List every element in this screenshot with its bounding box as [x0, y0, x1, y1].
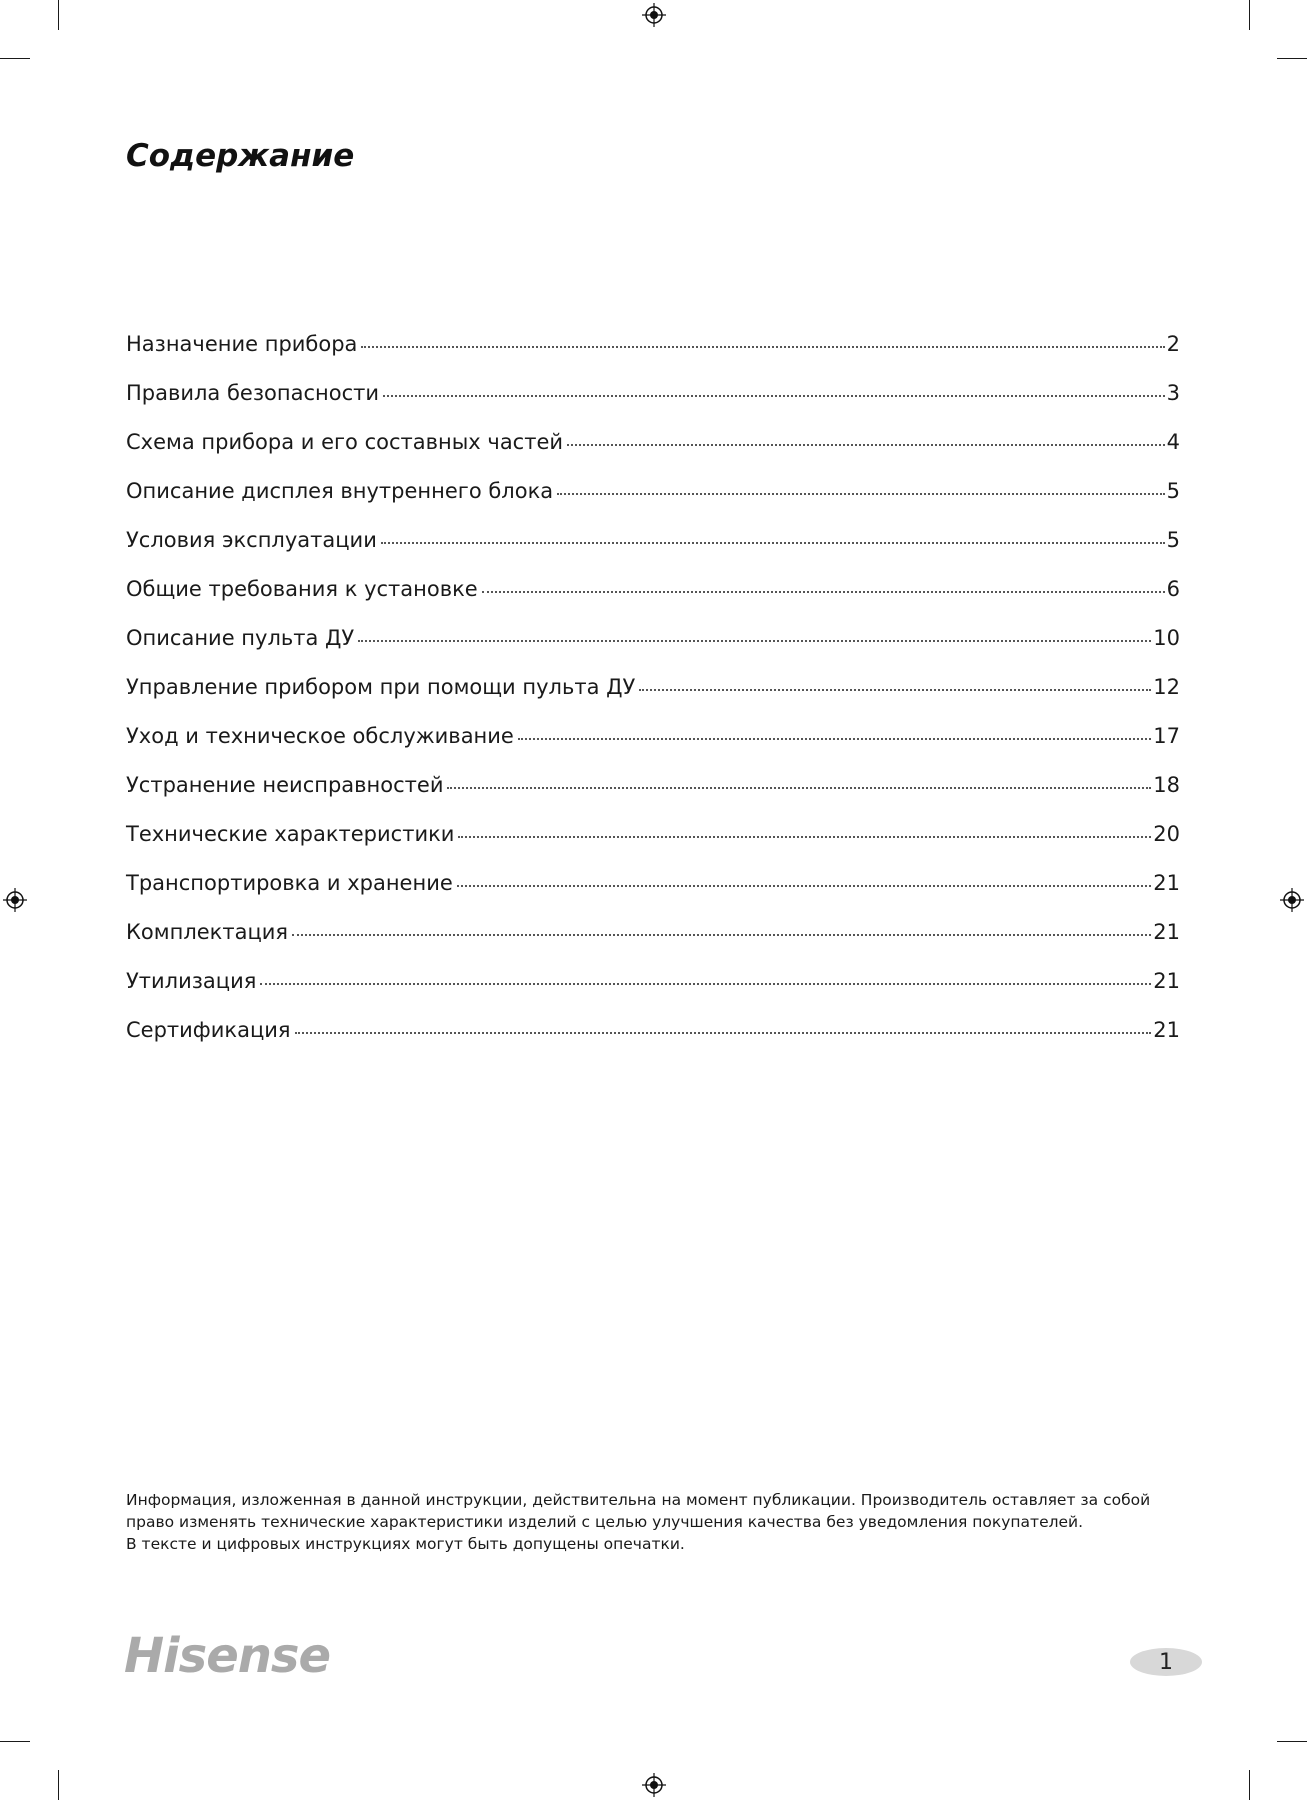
toc-entry-title: Технические характеристики — [126, 822, 455, 846]
crop-mark — [1277, 58, 1307, 59]
toc-leader-dots — [260, 982, 1151, 985]
toc-entry[interactable] — [126, 724, 1180, 773]
toc-leader-dots — [482, 590, 1165, 593]
toc-entry-page: 18 — [1153, 773, 1180, 797]
toc-entry[interactable] — [126, 871, 1180, 920]
toc-entry[interactable] — [126, 773, 1180, 822]
toc-leader-dots — [518, 737, 1151, 740]
footnote-line: право изменять технические характеристики изделий с целью улучшения качества без уведомления покупателей. — [126, 1513, 1084, 1531]
toc-entry[interactable] — [126, 626, 1180, 675]
registration-mark-icon — [642, 1773, 666, 1797]
footnote-line: В тексте и цифровых инструкциях могут быть допущены опечатки. — [126, 1535, 685, 1553]
toc-entry-title: Устранение неисправностей — [126, 773, 444, 797]
registration-mark-icon — [642, 3, 666, 27]
disclaimer-footnote — [126, 1489, 1186, 1555]
footnote-line: Информация, изложенная в данной инструкции, действительна на момент публикации. Производитель оставляет за собой — [126, 1491, 1151, 1509]
registration-mark-icon — [3, 888, 27, 912]
toc-entry-page: 21 — [1153, 920, 1180, 944]
toc-entry-page: 6 — [1166, 577, 1180, 601]
toc-entry-page: 21 — [1153, 969, 1180, 993]
crop-mark — [0, 1741, 30, 1742]
toc-entry-title: Условия эксплуатации — [126, 528, 377, 552]
toc-entry-page: 4 — [1166, 430, 1180, 454]
toc-entry[interactable] — [126, 528, 1180, 577]
table-of-contents — [126, 332, 1180, 1067]
toc-entry-page: 21 — [1153, 871, 1180, 895]
toc-entry-page: 3 — [1166, 381, 1180, 405]
toc-entry-title: Схема прибора и его составных частей — [126, 430, 564, 454]
page-title: Содержание — [126, 138, 355, 174]
toc-leader-dots — [457, 884, 1151, 887]
toc-entry-page: 2 — [1166, 332, 1180, 356]
toc-leader-dots — [639, 688, 1151, 691]
toc-entry-title: Описание пульта ДУ — [126, 626, 355, 650]
toc-entry-title: Уход и техническое обслуживание — [126, 724, 514, 748]
toc-entry[interactable] — [126, 675, 1180, 724]
page-number-badge: 1 — [1130, 1648, 1202, 1676]
toc-entry[interactable] — [126, 381, 1180, 430]
crop-mark — [0, 58, 30, 59]
toc-entry-page: 20 — [1153, 822, 1180, 846]
toc-entry-title: Утилизация — [126, 969, 257, 993]
toc-entry[interactable] — [126, 1018, 1180, 1067]
toc-leader-dots — [295, 1031, 1152, 1034]
toc-leader-dots — [361, 345, 1164, 348]
crop-mark — [1249, 0, 1250, 30]
toc-entry-title: Комплектация — [126, 920, 289, 944]
crop-mark — [1249, 1770, 1250, 1800]
toc-entry-title: Транспортировка и хранение — [126, 871, 453, 895]
crop-mark — [58, 1770, 59, 1800]
toc-entry-page: 10 — [1153, 626, 1180, 650]
toc-entry-title: Сертификация — [126, 1018, 291, 1042]
toc-leader-dots — [447, 786, 1151, 789]
toc-entry[interactable] — [126, 920, 1180, 969]
crop-mark — [1277, 1741, 1307, 1742]
toc-leader-dots — [567, 443, 1165, 446]
toc-entry-page: 21 — [1153, 1018, 1180, 1042]
toc-entry-title: Описание дисплея внутреннего блока — [126, 479, 554, 503]
toc-leader-dots — [292, 933, 1151, 936]
hisense-logo: Hisense — [124, 1628, 331, 1684]
toc-leader-dots — [557, 492, 1165, 495]
toc-leader-dots — [383, 394, 1165, 397]
crop-mark — [58, 0, 59, 30]
toc-leader-dots — [381, 541, 1165, 544]
toc-entry[interactable] — [126, 430, 1180, 479]
toc-entry[interactable] — [126, 577, 1180, 626]
toc-entry-title: Управление прибором при помощи пульта ДУ — [126, 675, 636, 699]
toc-entry-title: Общие требования к установке — [126, 577, 478, 601]
toc-entry-title: Назначение прибора — [126, 332, 358, 356]
toc-entry-page: 12 — [1153, 675, 1180, 699]
toc-entry[interactable] — [126, 479, 1180, 528]
toc-leader-dots — [358, 639, 1151, 642]
toc-entry[interactable] — [126, 332, 1180, 381]
registration-mark-icon — [1280, 888, 1304, 912]
toc-entry[interactable] — [126, 969, 1180, 1018]
toc-entry-page: 17 — [1153, 724, 1180, 748]
toc-entry-page: 5 — [1166, 479, 1180, 503]
toc-entry[interactable] — [126, 822, 1180, 871]
toc-entry-title: Правила безопасности — [126, 381, 380, 405]
toc-entry-page: 5 — [1166, 528, 1180, 552]
toc-leader-dots — [458, 835, 1151, 838]
